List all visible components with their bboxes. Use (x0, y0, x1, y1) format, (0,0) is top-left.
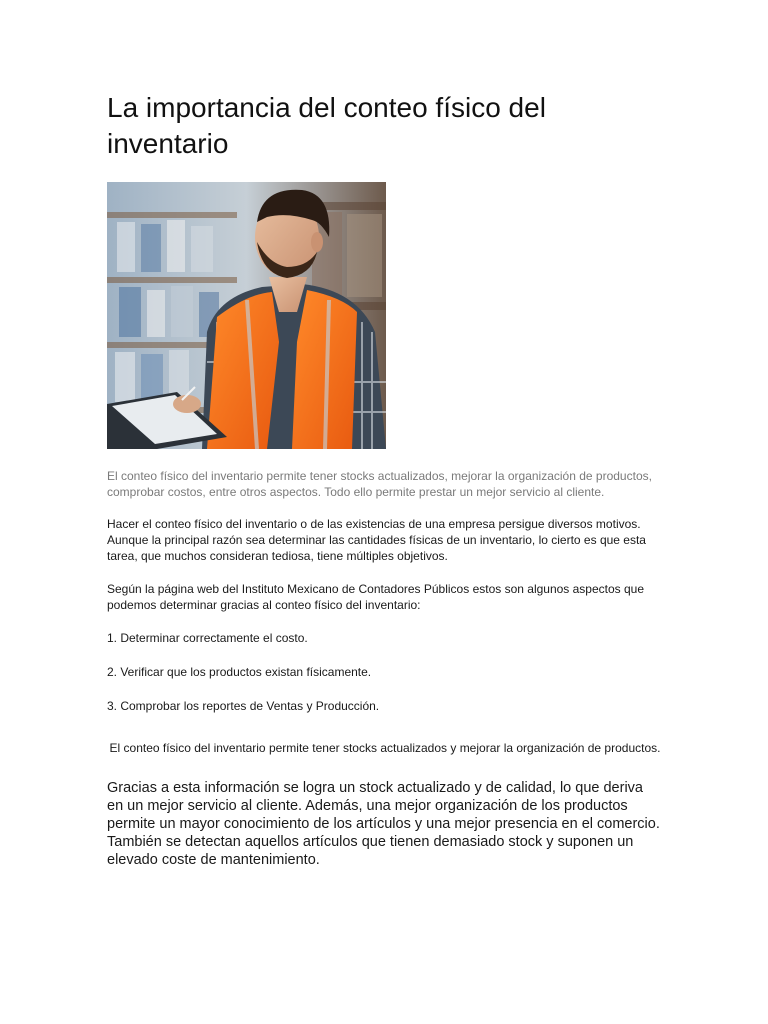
list-item: 3. Comprobar los reportes de Ventas y Producción. (107, 699, 380, 713)
warehouse-worker-photo (107, 182, 386, 449)
paragraph-source: Según la página web del Instituto Mexicano de Contadores Públicos estos son algunos aspectos que podemos determinar gracias al conteo físico del inventario: (107, 582, 645, 612)
image-caption: El conteo físico del inventario permite tener stocks actualizados, mejorar la organización de productos, comprobar costos, entre otros aspectos. Todo ello permite prestar un mejor servicio al cliente. (107, 469, 652, 499)
list-item: 2. Verificar que los productos existan físicamente. (107, 665, 372, 679)
paragraph-closing: Gracias a esta información se logra un stock actualizado y de calidad, lo que deriva en un mejor servicio al cliente. Además, una mejor organización de los productos permite un mayor conocimiento de los artículos y una mejor presencia en el comercio. También se detectan aquellos artículos que tienen demasiado stock y suponen un elevado coste de mantenimiento. (107, 780, 660, 868)
article-title: La importancia del conteo físico del inventario (107, 92, 546, 159)
highlight-quote: El conteo físico del inventario permite tener stocks actualizados y mejorar la organización de productos. (109, 741, 661, 755)
paragraph-intro: Hacer el conteo físico del inventario o de las existencias de una empresa persigue diversos motivos. Aunque la principal razón sea determinar las cantidades físicas de un inventario, lo cierto es que esta tarea, que muchos consideran tediosa, tiene múltiples objetivos. (107, 517, 646, 563)
article (107, 90, 663, 869)
list-item: 1. Determinar correctamente el costo. (107, 631, 308, 645)
